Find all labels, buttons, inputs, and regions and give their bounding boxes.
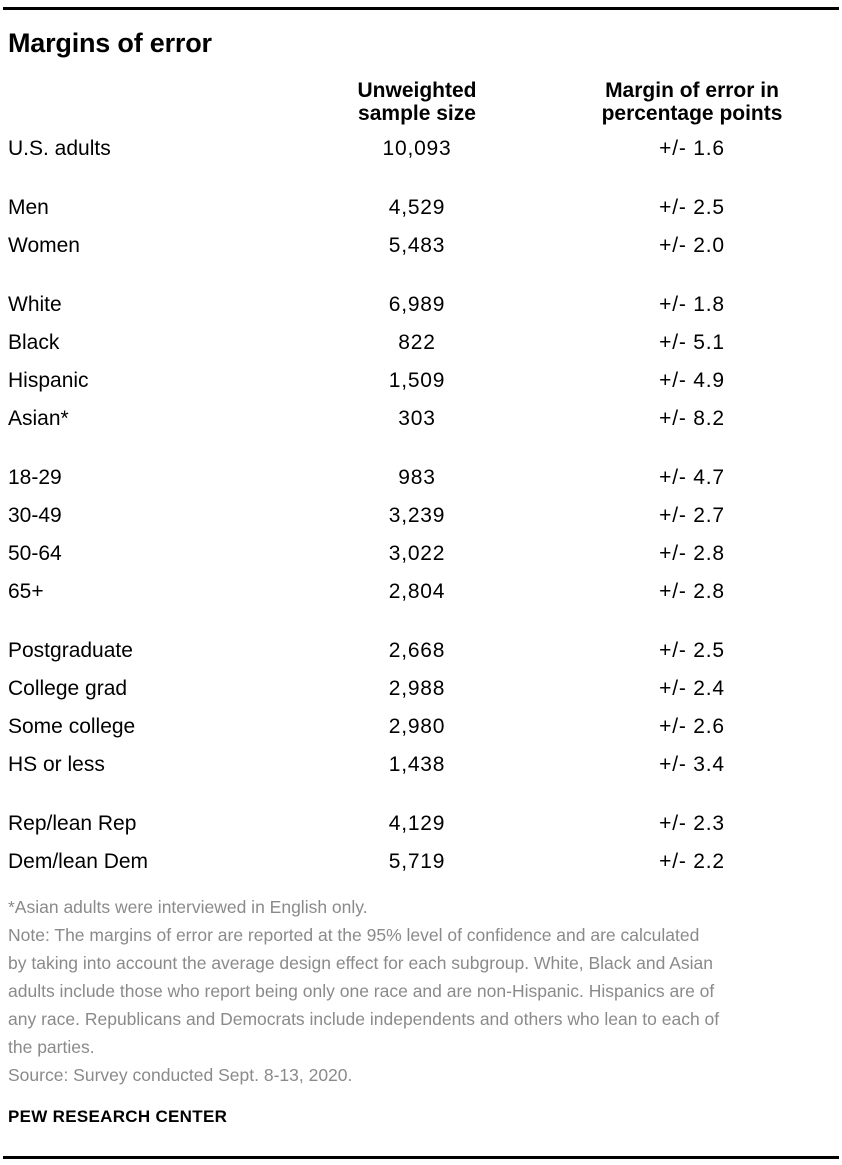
row-label: College grad xyxy=(8,677,128,700)
row-group-race xyxy=(0,286,842,438)
row-label: 30-49 xyxy=(8,504,62,527)
moe-value: +/- 8.2 xyxy=(659,407,725,430)
top-rule xyxy=(3,7,839,10)
sample-size-value: 5,719 xyxy=(388,850,446,873)
col-header-sample-size-line2: sample size xyxy=(358,102,476,125)
moe-value: +/- 2.7 xyxy=(659,504,725,527)
table-body xyxy=(0,130,842,881)
moe-value: +/- 4.7 xyxy=(659,466,725,489)
moe-value: +/- 2.2 xyxy=(659,850,725,873)
table-row xyxy=(0,746,842,784)
table-row xyxy=(0,843,842,881)
table-header-row xyxy=(0,79,842,125)
table-row xyxy=(0,189,842,227)
moe-value: +/- 2.3 xyxy=(659,812,725,835)
moe-value: +/- 2.8 xyxy=(659,580,725,603)
moe-value: +/- 1.6 xyxy=(659,137,725,160)
table-row xyxy=(0,632,842,670)
table-row xyxy=(0,400,842,438)
row-label: Rep/lean Rep xyxy=(8,812,137,835)
row-group-education xyxy=(0,632,842,784)
note-line: the parties. xyxy=(8,1037,95,1057)
table-row xyxy=(0,708,842,746)
row-label: Black xyxy=(8,331,60,354)
row-group-age xyxy=(0,459,842,611)
row-label: Some college xyxy=(8,715,136,738)
moe-value: +/- 2.4 xyxy=(659,677,725,700)
moe-value: +/- 5.1 xyxy=(659,331,725,354)
moe-value: +/- 2.6 xyxy=(659,715,725,738)
row-label: HS or less xyxy=(8,753,105,776)
moe-value: +/- 1.8 xyxy=(659,293,725,316)
moe-value: +/- 3.4 xyxy=(659,753,725,776)
col-header-sample-size-line1: Unweighted xyxy=(357,79,477,102)
row-label: U.S. adults xyxy=(8,137,111,160)
table-row xyxy=(0,362,842,400)
table-row xyxy=(0,459,842,497)
sample-size-value: 4,529 xyxy=(388,196,446,219)
table-row xyxy=(0,805,842,843)
sample-size-value: 4,129 xyxy=(388,812,446,835)
row-label-header-spacer xyxy=(0,79,292,125)
table-row xyxy=(0,286,842,324)
sample-size-value: 2,988 xyxy=(388,677,446,700)
row-label: Hispanic xyxy=(8,369,89,392)
moe-value: +/- 2.5 xyxy=(659,639,725,662)
footnotes xyxy=(8,893,828,1089)
moe-value: +/- 2.0 xyxy=(659,234,725,257)
sample-size-value: 2,668 xyxy=(388,639,446,662)
table-row xyxy=(0,573,842,611)
row-group-total xyxy=(0,130,842,168)
col-header-margin-of-error xyxy=(542,79,842,125)
row-label: Men xyxy=(8,196,49,219)
row-label: White xyxy=(8,293,62,316)
note-line: any race. Republicans and Democrats include independents and others who lean to each of xyxy=(8,1009,720,1029)
table-row xyxy=(0,497,842,535)
note-line: Note: The margins of error are reported at the 95% level of confidence and are calculated xyxy=(8,925,700,945)
row-label: Asian* xyxy=(8,407,69,430)
table-row xyxy=(0,670,842,708)
sample-size-value: 6,989 xyxy=(388,293,446,316)
sample-size-value: 1,509 xyxy=(388,369,446,392)
row-label: Postgraduate xyxy=(8,639,133,662)
row-label: Women xyxy=(8,234,80,257)
col-header-margin-of-error-line1: Margin of error in xyxy=(605,79,779,102)
table-row xyxy=(0,324,842,362)
sample-size-value: 3,022 xyxy=(388,542,446,565)
pew-research-center-wordmark: PEW RESEARCH CENTER xyxy=(8,1107,228,1126)
sample-size-value: 983 xyxy=(398,466,436,489)
sample-size-value: 10,093 xyxy=(382,137,452,160)
col-header-margin-of-error-line2: percentage points xyxy=(601,102,783,125)
note-line: by taking into account the average design effect for each subgroup. White, Black and Asian xyxy=(8,953,713,973)
sample-size-value: 303 xyxy=(398,407,436,430)
moe-value: +/- 2.8 xyxy=(659,542,725,565)
sample-size-value: 5,483 xyxy=(388,234,446,257)
row-label: 50-64 xyxy=(8,542,62,565)
table-row xyxy=(0,535,842,573)
sample-size-value: 822 xyxy=(398,331,436,354)
sample-size-value: 2,804 xyxy=(388,580,446,603)
moe-value: +/- 2.5 xyxy=(659,196,725,219)
row-group-gender xyxy=(0,189,842,265)
col-header-sample-size xyxy=(292,79,542,125)
figure-title: Margins of error xyxy=(8,28,212,58)
asterisk-footnote: *Asian adults were interviewed in English only. xyxy=(8,897,368,917)
table-row xyxy=(0,227,842,265)
sample-size-value: 2,980 xyxy=(388,715,446,738)
note-line: adults include those who report being only one race and are non-Hispanic. Hispanics are of xyxy=(8,981,715,1001)
source-text: Source: Survey conducted Sept. 8-13, 2020. xyxy=(8,1065,353,1085)
row-group-party xyxy=(0,805,842,881)
row-label: 18-29 xyxy=(8,466,62,489)
row-label: Dem/lean Dem xyxy=(8,850,149,873)
sample-size-value: 3,239 xyxy=(388,504,446,527)
row-label: 65+ xyxy=(8,580,44,603)
table-row xyxy=(0,130,842,168)
moe-value: +/- 4.9 xyxy=(659,369,725,392)
sample-size-value: 1,438 xyxy=(388,753,446,776)
